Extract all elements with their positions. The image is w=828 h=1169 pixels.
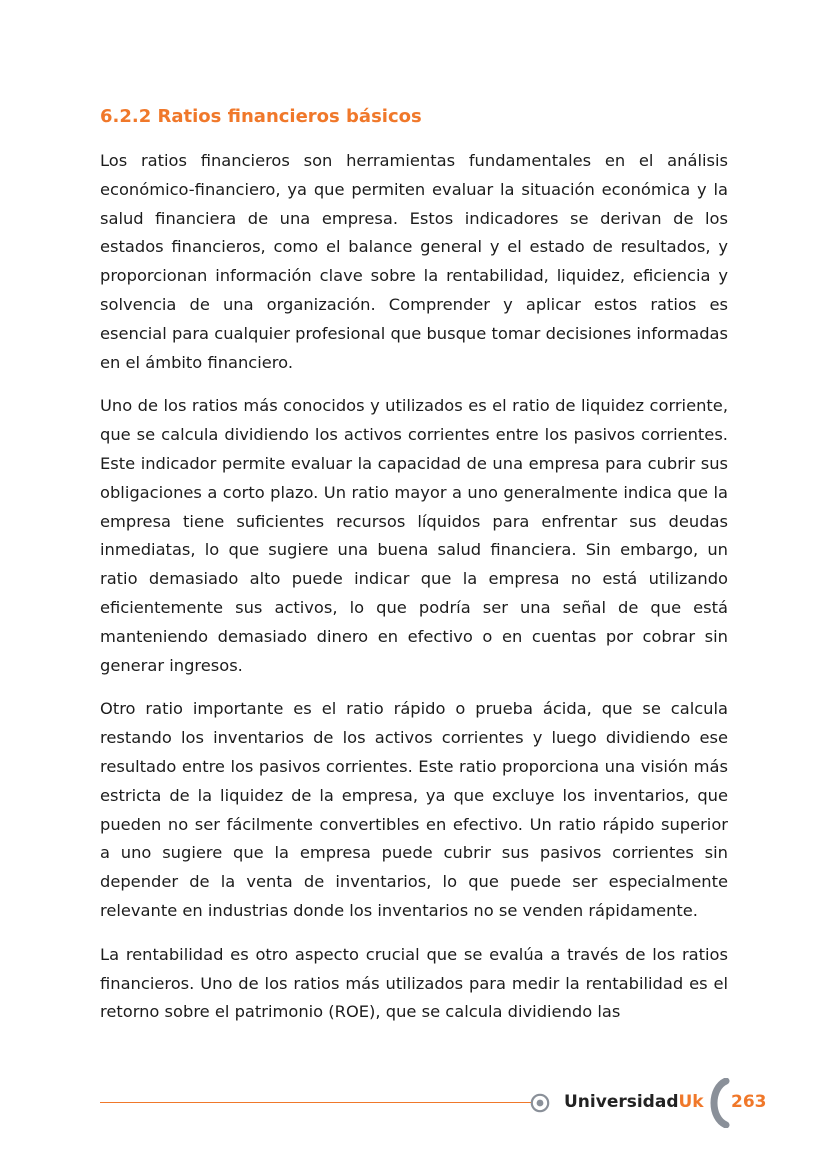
footer-brand <box>564 1089 704 1115</box>
paragraph: Otro ratio importante es el ratio rápido o prueba ácida, que se calcula restando los inventarios de los activos corrientes y luego dividiendo ese resultado entre los pasivos corrientes. Este ratio proporciona una visión más estricta de la liquidez de la empresa, ya que excluye los inventarios, que pueden no ser fácilmente convertibles en efectivo. Un ratio rápido superior a uno sugiere que la empresa puede cubrir sus pasivos corrientes sin depender de la venta de inventarios, lo que puede ser especialmente relevante en industrias donde los inventarios no se venden rápidamente. <box>100 699 728 920</box>
paragraph: Uno de los ratios más conocidos y utilizados es el ratio de liquidez corriente, que se calcula dividiendo los activos corrientes entre los pasivos corrientes. Este indicador permite evaluar la capacidad de una empresa para cubrir sus obligaciones a corto plazo. Un ratio mayor a uno generalmente indica que la empresa tiene suficientes recursos líquidos para enfrentar sus deudas inmediatas, lo que sugiere una buena salud financiera. Sin embargo, un ratio demasiado alto puede indicar que la empresa no está utilizando eficientemente sus activos, lo que podría ser una señal de que está manteniendo demasiado dinero en efectivo o en cuentas por cobrar sin generar ingresos. <box>100 396 728 675</box>
brand-name: Universidad <box>564 1092 679 1112</box>
page-number: 263 <box>731 1092 767 1112</box>
footer-divider <box>100 1102 532 1103</box>
brand-accent: Uk <box>678 1092 704 1112</box>
page-arc-icon <box>704 1078 730 1128</box>
paragraph: La rentabilidad es otro aspecto crucial que se evalúa a través de los ratios financieros. Uno de los ratios más utilizados para medir la rentabilidad es el retorno sobre el patrimonio (ROE), que se calcula dividiendo las <box>100 944 728 1022</box>
universidad-logo-icon <box>530 1093 550 1113</box>
section-heading: 6.2.2 Ratios financieros básicos <box>100 106 422 127</box>
body-text <box>100 147 728 1042</box>
paragraph: Los ratios financieros son herramientas fundamentales en el análisis económico-financiero, ya que permiten evaluar la situación económica y la salud financiera de una empresa. Estos indicadores se derivan de los estados financieros, como el balance general y el estado de resultados, y proporcionan información clave sobre la rentabilidad, liquidez, eficiencia y solvencia de una organización. Comprender y aplicar estos ratios es esencial para cualquier profesional que busque tomar decisiones informadas en el ámbito financiero. <box>100 151 728 372</box>
